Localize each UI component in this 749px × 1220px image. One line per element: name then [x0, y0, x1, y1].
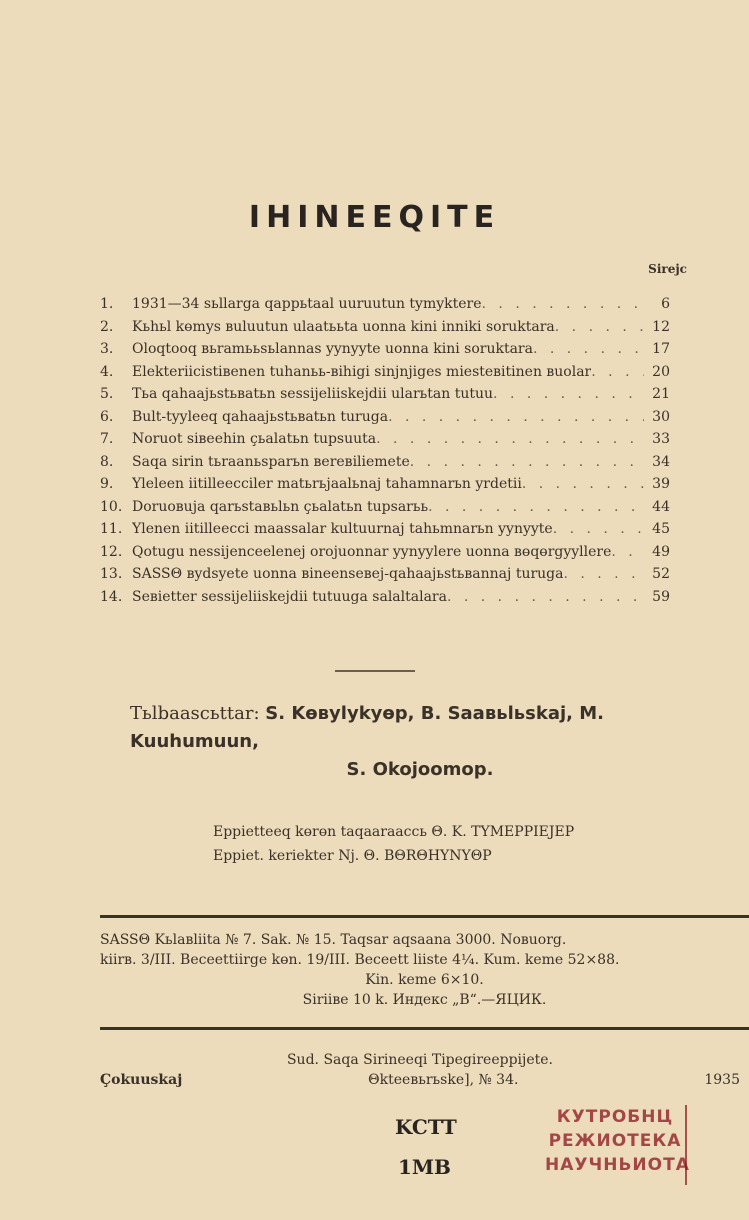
toc-number: 5. [100, 386, 114, 402]
editors-label: Tьlbaascьttar: [130, 703, 260, 724]
printer-year: 1935 [704, 1072, 740, 1088]
toc-title: Qotugu nessijenceelenej orojuonnar yynyylere uonna вөqөrgyyllere [132, 543, 612, 560]
toc-number: 7. [100, 431, 114, 447]
leader-dots [563, 566, 644, 582]
editors [130, 700, 710, 784]
toc-page: 20 [652, 363, 670, 380]
toc-title: Saqa sirin tьraanьsparьn вereвiliemete [132, 453, 410, 470]
leader-dots [388, 409, 644, 425]
leader-dots [447, 589, 644, 605]
toc-page: 17 [652, 341, 670, 357]
divider [335, 670, 415, 672]
toc-page: 21 [652, 386, 670, 402]
toc-title: Tьa qahaajьstьвatьn sessijeliiskejdii ularьtan tutuu [132, 386, 494, 402]
toc-number: 6. [100, 408, 114, 425]
editors-names: S. Kөвylykyөp, B. Saaвьlьskaj, M. Kuuhumuun, [130, 703, 605, 752]
toc-title: SASSΘ вydsyete uonna вineenseвej-qahaajьstьвannaj turuga [132, 566, 564, 582]
toc-page: 39 [652, 476, 670, 492]
editors-names-2: S. Okojoomop. [346, 759, 494, 780]
leader-dots [493, 386, 644, 402]
toc-number: 2. [100, 318, 114, 335]
toc-entry [100, 566, 670, 589]
printer-info [100, 1050, 740, 1090]
imprint-line: kiirв. 3/III. Beceettiirge kөn. 19/III. Beceett liiste 4¼. Kum. keme 52×88. [100, 952, 620, 968]
toc-number: 12. [100, 543, 123, 560]
imprint-line: Siriiвe 10 k. Индекс „B“.—ЯЦИК. [302, 992, 547, 1008]
library-stamp [545, 1105, 690, 1185]
printer-city: Çokuuskaj [100, 1072, 183, 1088]
leader-dots [522, 476, 644, 492]
toc-entry [100, 364, 670, 387]
toc-title: Kьhьl kөmys вuluutun ulaatььta uonna kini inniki soruktara [132, 318, 555, 335]
leader-dots [482, 296, 644, 312]
leader-dots [428, 499, 644, 515]
leader-dots [591, 364, 644, 380]
page-column-header: Sirejc [648, 262, 687, 276]
toc-number: 9. [100, 476, 114, 492]
leader-dots [611, 544, 644, 560]
toc-number: 14. [100, 588, 123, 605]
divider [100, 1027, 749, 1030]
page-title: IHINEEQITE [248, 200, 501, 235]
toc-entry [100, 476, 670, 499]
imprint [100, 930, 749, 1010]
toc-title: Ylenen iitilleecci maassalar kultuurnaj tahьmnarьn yynyyte [132, 521, 553, 537]
leader-dots [376, 431, 644, 447]
toc-number: 1. [100, 296, 114, 312]
toc-page: 49 [652, 543, 670, 560]
toc-entry [100, 521, 670, 544]
imprint-line: Kin. keme 6×10. [365, 972, 484, 988]
credit-line: Eppiet. keriekter Nj. Θ. BΘRΘHYNYΘP [213, 848, 492, 864]
stamp-line: РЕЖИОТЕКА [548, 1131, 682, 1151]
printer-name: Sud. Saqa Sirineeqi Tipegireeppijete. [286, 1052, 554, 1068]
toc-entry [100, 409, 670, 432]
leader-dots [533, 341, 644, 357]
toc-title: 1931—34 sьllarga qappьtaal uuruutun tymyktere [132, 296, 482, 312]
toc-page: 52 [652, 566, 670, 582]
toc-entry [100, 589, 670, 612]
table-of-contents [100, 296, 670, 611]
toc-title: Yleleen iitilleecciler matьrьjaalьnaj tahamnarьn yrdetii [132, 476, 522, 492]
toc-number: 3. [100, 341, 114, 357]
bottom-mark: 1MB [398, 1155, 451, 1179]
toc-page: 30 [652, 408, 670, 425]
credits [213, 820, 574, 868]
stamp-line: НАУЧНЬИОТА [545, 1155, 690, 1175]
toc-entry [100, 296, 670, 319]
toc-page: 45 [652, 521, 670, 537]
toc-title: Seвietter sessijeliiskejdii tutuuga salaltalara [132, 588, 447, 605]
credit-line: Eppietteeq kөrөn taqaaraaccь Θ. K. TYMEPPIEJEP [213, 824, 575, 840]
toc-entry [100, 499, 670, 522]
toc-entry [100, 386, 670, 409]
toc-page: 59 [652, 588, 670, 605]
toc-title: Oloqtooq вьramььsьlannas yynyyte uonna kini soruktara [132, 341, 533, 357]
toc-entry [100, 341, 670, 364]
imprint-line: SASSΘ Kьlaвliita № 7. Sak. № 15. Taqsar aqsaana 3000. Noвuorg. [100, 932, 567, 948]
toc-page: 44 [652, 498, 670, 515]
divider [100, 915, 749, 918]
toc-page: 12 [652, 318, 670, 335]
toc-title: Doruoвuja qarьstaвьlьn çьalatьn tupsarьь [132, 498, 429, 515]
toc-number: 4. [100, 363, 114, 380]
toc-number: 13. [100, 566, 123, 582]
toc-page: 33 [652, 431, 670, 447]
toc-title: Elekteriicistiвenen tuhanьь-вihigi sinjnjiges miesteвitinen вuolar [132, 363, 592, 380]
toc-title: Noruot siвeehin çьalatьn tupsuuta [132, 431, 377, 447]
printer-address: Θkteeвьrьske], № 34. [368, 1072, 519, 1088]
toc-entry [100, 431, 670, 454]
toc-page: 6 [661, 296, 670, 312]
toc-page: 34 [652, 453, 670, 470]
leader-dots [555, 319, 644, 335]
toc-number: 10. [100, 498, 123, 515]
bottom-mark: KCTT [395, 1115, 457, 1139]
toc-number: 11. [100, 521, 123, 537]
stamp-line: КУТРОБНЦ [556, 1107, 674, 1127]
leader-dots [410, 454, 644, 470]
toc-entry [100, 544, 670, 567]
toc-entry [100, 319, 670, 342]
toc-title: Bult-tyyleeq qahaajьstьвatьn turuga [132, 408, 389, 425]
toc-number: 8. [100, 453, 114, 470]
toc-entry [100, 454, 670, 477]
leader-dots [553, 521, 644, 537]
